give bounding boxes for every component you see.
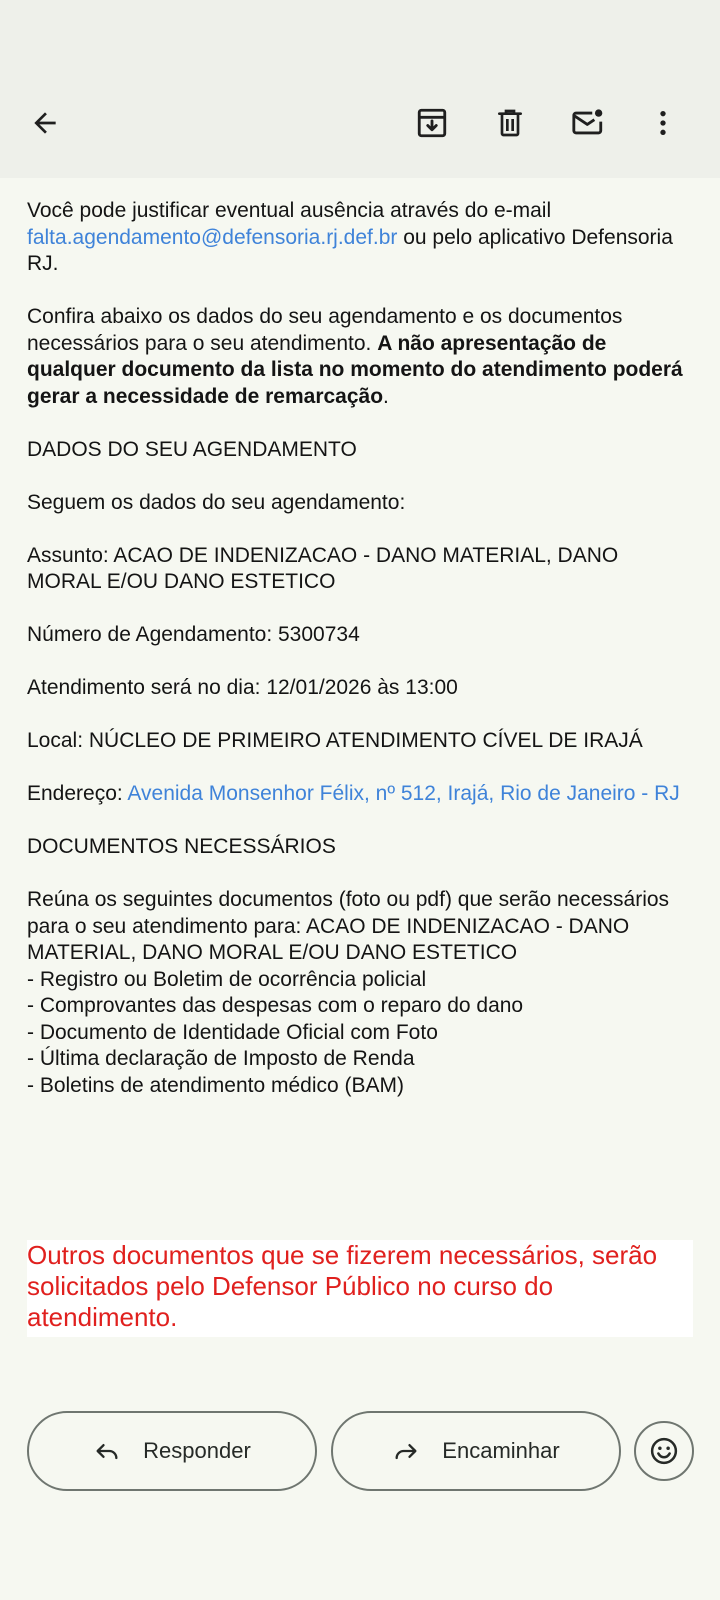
back-button[interactable]	[17, 95, 73, 151]
mark-unread-button[interactable]	[560, 95, 616, 151]
emoji-reaction-icon	[649, 1436, 679, 1466]
instructions-text: Confira abaixo os dados do seu agendamento e os documentos necessários para o seu atendimento.	[27, 305, 623, 355]
appointment-datetime: Atendimento será no dia: 12/01/2026 às 13:00	[27, 676, 458, 699]
more-options-button[interactable]	[635, 95, 691, 151]
reply-button[interactable]	[27, 1411, 317, 1491]
justification-paragraph	[27, 198, 695, 278]
documents-intro: Reúna os seguintes documentos (foto ou pdf) que serão necessários para o seu atendimento para: ACAO DE INDENIZACAO - DANO MATERIAL, DANO MORAL E/OU DANO ESTETICO	[27, 888, 670, 964]
emoji-reaction-button[interactable]	[634, 1421, 694, 1481]
archive-icon	[415, 106, 449, 140]
section-title-documents: DOCUMENTOS NECESSÁRIOS	[27, 835, 336, 858]
email-body	[27, 198, 695, 1099]
more-vert-icon	[647, 107, 679, 139]
list-item: - Última declaração de Imposto de Renda	[27, 1047, 415, 1070]
list-item: - Documento de Identidade Oficial com Foto	[27, 1020, 438, 1044]
instructions-text-end: .	[383, 384, 389, 408]
top-app-bar	[0, 64, 720, 178]
instructions-warning: A não apresentação de qualquer documento da lista no momento do atendimento poderá gerar a necessidade de remarcação	[27, 331, 683, 408]
list-item: - Comprovantes das despesas com o reparo do dano	[27, 994, 524, 1017]
instructions-paragraph	[27, 304, 695, 410]
delete-button[interactable]	[482, 95, 538, 151]
justification-email-link[interactable]: falta.agendamento@defensoria.rj.def.br	[27, 225, 398, 249]
appointment-number: Número de Agendamento: 5300734	[27, 623, 360, 646]
address-link[interactable]: Avenida Monsenhor Félix, nº 512, Irajá, Rio de Janeiro - RJ	[127, 782, 680, 805]
list-item: - Registro ou Boletim de ocorrência policial	[27, 967, 427, 991]
notice-text: Outros documentos que se fizerem necessários, serão solicitados pelo Defensor Público no curso do atendimento.	[27, 1240, 693, 1337]
appointment-intro: Seguem os dados do seu agendamento:	[27, 490, 406, 514]
forward-label: Encaminhar	[442, 1438, 560, 1463]
forward-button[interactable]	[331, 1411, 621, 1491]
trash-icon	[494, 106, 526, 140]
section-title-appointment: DADOS DO SEU AGENDAMENTO	[27, 437, 357, 461]
arrow-left-icon	[29, 107, 61, 139]
reply-label: Responder	[143, 1438, 251, 1463]
appointment-location: Local: NÚCLEO DE PRIMEIRO ATENDIMENTO CÍVEL DE IRAJÁ	[27, 729, 643, 752]
list-item: - Boletins de atendimento médico (BAM)	[27, 1073, 405, 1097]
justification-text: Você pode justificar eventual ausência através do e-mail	[27, 199, 552, 222]
status-bar	[0, 0, 720, 64]
documents-list	[27, 967, 695, 1100]
mail-unread-icon	[570, 106, 606, 140]
appointment-subject: Assunto: ACAO DE INDENIZACAO - DANO MATERIAL, DANO MORAL E/OU DANO ESTETICO	[27, 543, 619, 593]
archive-button[interactable]	[404, 95, 460, 151]
justification-text-end: ou pelo aplicativo Defensoria RJ.	[27, 225, 673, 275]
forward-icon	[392, 1437, 420, 1465]
reply-icon	[93, 1437, 121, 1465]
address-label: Endereço:	[27, 782, 128, 805]
appointment-address	[27, 781, 695, 808]
